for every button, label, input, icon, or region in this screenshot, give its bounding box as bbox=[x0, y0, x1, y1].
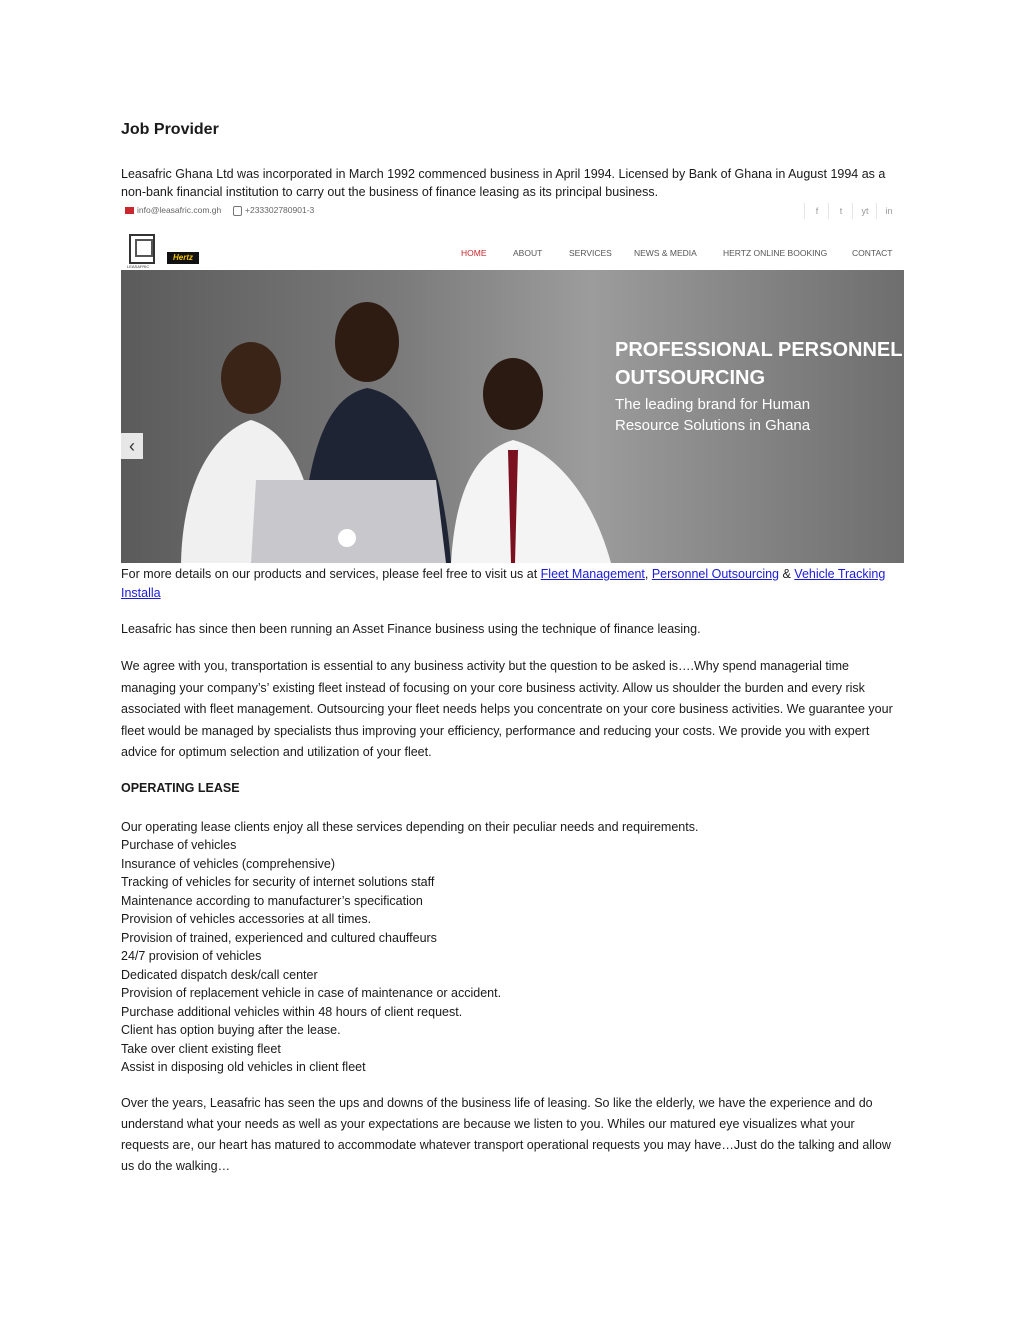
chevron-left-icon[interactable]: ‹ bbox=[121, 433, 143, 459]
section-intro: Our operating lease clients enjoy all these services depending on their peculiar needs and requirements. bbox=[121, 820, 699, 834]
linkedin-icon[interactable]: in bbox=[876, 203, 901, 219]
nav-home[interactable]: HOME bbox=[461, 248, 487, 258]
phone-contact bbox=[233, 205, 314, 216]
hero-subheading bbox=[615, 394, 895, 436]
personnel-outsourcing-link[interactable]: Personnel Outsourcing bbox=[651, 567, 779, 581]
hero-heading bbox=[615, 336, 904, 392]
list-item: Insurance of vehicles (comprehensive) bbox=[121, 856, 335, 871]
list-item: Take over client existing fleet bbox=[121, 1041, 281, 1056]
phone-icon bbox=[233, 206, 242, 216]
person-right-body bbox=[451, 440, 611, 563]
details-sep2: & bbox=[779, 567, 795, 581]
details-paragraph bbox=[121, 565, 904, 603]
logo-text: LEASAFRIC bbox=[127, 264, 150, 269]
fleet-management-link[interactable]: Fleet Management bbox=[540, 567, 645, 581]
list-item: Provision of replacement vehicle in case of maintenance or accident. bbox=[121, 986, 502, 1000]
facebook-icon[interactable]: f bbox=[804, 203, 829, 219]
website-topbar bbox=[121, 200, 904, 223]
nav-contact[interactable]: CONTACT bbox=[852, 248, 893, 258]
nav-about[interactable]: ABOUT bbox=[513, 248, 543, 258]
laptop-logo bbox=[338, 529, 356, 547]
phone-text: +233302780901-3 bbox=[245, 205, 315, 215]
hero-heading-line1: PROFESSIONAL PERSONNEL bbox=[615, 339, 903, 361]
list-item: Tracking of vehicles for security of internet solutions staff bbox=[121, 875, 435, 889]
laptop bbox=[251, 480, 446, 563]
website-screenshot bbox=[121, 200, 904, 564]
person-right-head bbox=[483, 358, 543, 430]
list-item: Provision of vehicles accessories at all times. bbox=[121, 912, 372, 926]
section-heading: OPERATING LEASE bbox=[121, 781, 240, 795]
hertz-logo: Hertz bbox=[167, 252, 199, 264]
nav-hertz-online-booking[interactable]: HERTZ ONLINE BOOKING bbox=[723, 248, 828, 258]
website-nav bbox=[121, 222, 904, 270]
list-item: Client has option buying after the lease. bbox=[121, 1023, 341, 1037]
youtube-icon[interactable]: yt bbox=[852, 203, 877, 219]
hero-sub-line1: The leading brand for Human bbox=[615, 396, 811, 413]
hero-heading-line2: OUTSOURCING bbox=[615, 367, 765, 389]
list-item: Maintenance according to manufacturer’s specification bbox=[121, 893, 423, 908]
mail-icon bbox=[125, 207, 134, 214]
list-item: Dedicated dispatch desk/call center bbox=[121, 967, 318, 982]
person-left-head bbox=[221, 342, 281, 414]
intro-paragraph: Leasafric Ghana Ltd was incorporated in March 1992 commenced business in April 1994. Licensed by Bank of Ghana in August 1994 as a non-bank financial institution to carry out the business of finance leasing as its principal business. bbox=[121, 167, 886, 199]
vehicle-tracking-link[interactable]: Vehicle Tracking Installa bbox=[121, 567, 886, 600]
list-item: Purchase of vehicles bbox=[121, 838, 237, 852]
closing-paragraph: Over the years, Leasafric has seen the ups and downs of the business life of leasing. So like the elderly, we have the experience and do understand what your needs as well as your expectations are because we listen to you. Whiles our matured eye visualizes what your requests are, our heart has matured to accommodate whatever transport operational requests you may have…Just do the talking and allow us do the walking… bbox=[121, 1096, 891, 1173]
email-text: info@leasafric.com.gh bbox=[137, 205, 222, 215]
person-center-head bbox=[335, 302, 399, 382]
leasafric-logo[interactable] bbox=[129, 234, 155, 264]
details-prefix: For more details on our products and services, please feel free to visit us at bbox=[121, 567, 541, 581]
nav-news-media[interactable]: NEWS & MEDIA bbox=[634, 248, 697, 258]
list-item: Provision of trained, experienced and cultured chauffeurs bbox=[121, 930, 437, 945]
running-paragraph: Leasafric has since then been running an Asset Finance business using the technique of finance leasing. bbox=[121, 622, 701, 636]
hero-banner bbox=[121, 270, 904, 563]
email-contact[interactable] bbox=[125, 205, 221, 215]
page-title: Job Provider bbox=[121, 121, 219, 138]
services-list bbox=[121, 836, 501, 1077]
list-item: 24/7 provision of vehicles bbox=[121, 949, 262, 963]
twitter-icon[interactable]: t bbox=[828, 203, 853, 219]
hero-sub-line2: Resource Solutions in Ghana bbox=[615, 417, 811, 434]
nav-services[interactable]: SERVICES bbox=[569, 248, 612, 258]
list-item: Purchase additional vehicles within 48 hours of client request. bbox=[121, 1004, 463, 1019]
details-sep1: , bbox=[644, 567, 652, 581]
agree-paragraph: We agree with you, transportation is essential to any business activity but the question to be asked is….Why spend managerial time managing your company’s’ existing fleet instead of focusing on your core business activity. Allow us shoulder the burden and every risk associated with fleet management. Outsourcing your fleet needs helps you concentrate on your core business activities. We guarantee your fleet would be managed by specialists thus improving your efficiency, performance and reducing your costs. We provide you with expert advice for optimum selection and utilization of your fleet. bbox=[121, 659, 893, 759]
list-item: Assist in disposing old vehicles in client fleet bbox=[121, 1060, 366, 1074]
